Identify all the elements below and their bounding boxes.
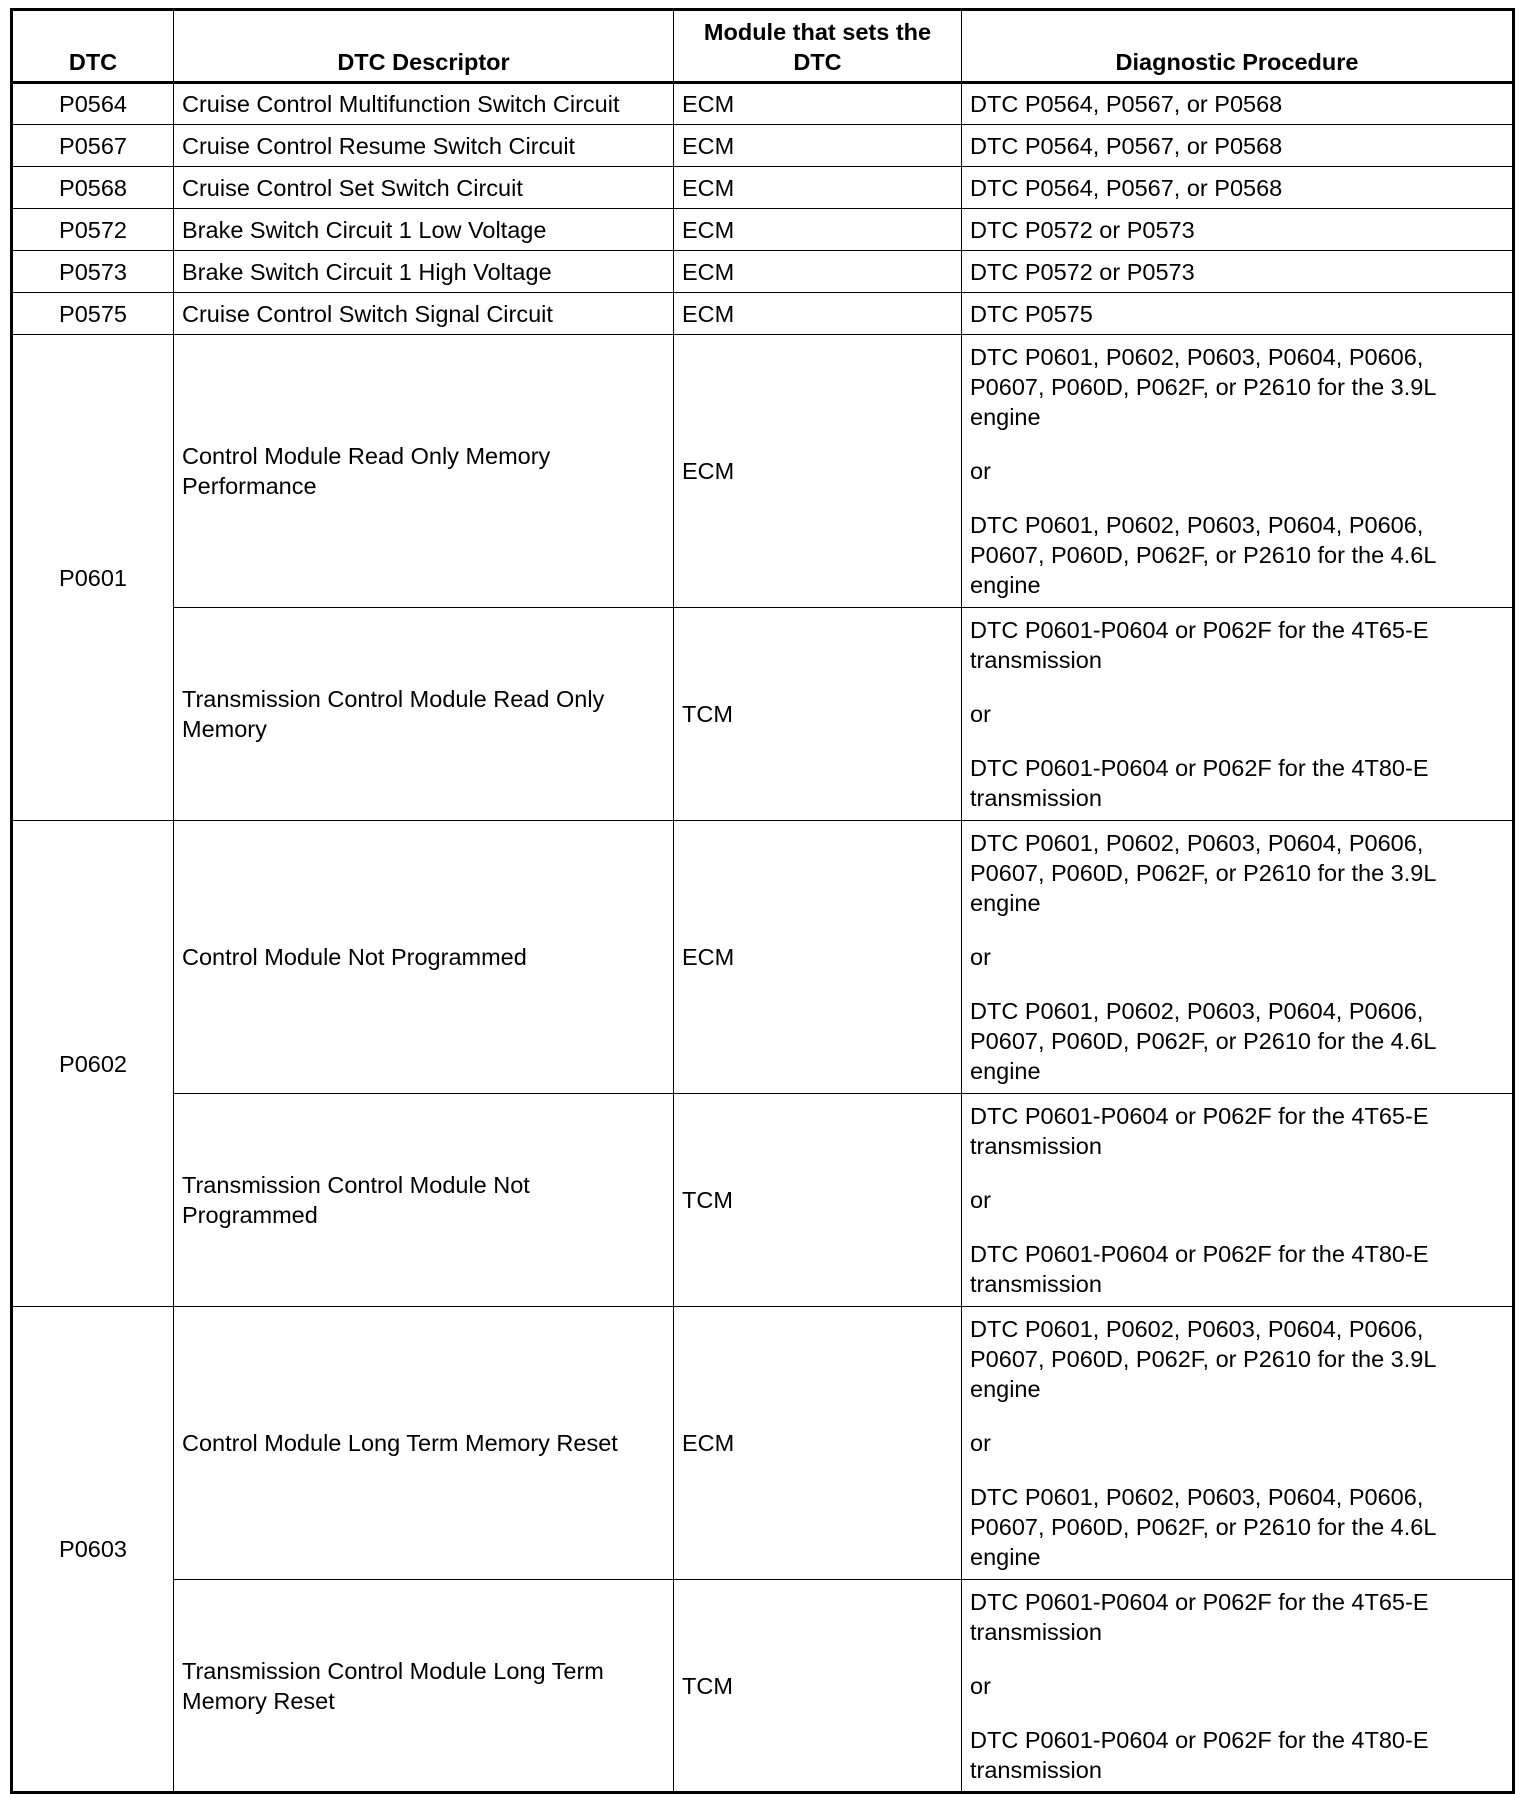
module-cell: TCM xyxy=(674,1580,962,1793)
procedure-line: or xyxy=(970,1187,991,1213)
procedure-cell xyxy=(962,1094,1514,1307)
procedure-line: or xyxy=(970,1672,991,1699)
procedure-line: DTC P0601, P0602, P0603, P0604, P0606, P0607, P060D, P062F, or P2610 for the 3.9L engine xyxy=(970,1316,1436,1402)
module-cell: TCM xyxy=(674,608,962,821)
header-dtc: DTC xyxy=(12,10,174,83)
procedure-line: or xyxy=(970,701,991,727)
dtc-cell: P0601 xyxy=(12,335,174,821)
descriptor-cell: Brake Switch Circuit 1 Low Voltage xyxy=(174,209,674,251)
procedure-line: DTC P0601-P0604 or P062F for the 4T80-E transmission xyxy=(970,1726,1429,1783)
descriptor-cell: Transmission Control Module Not Programmed xyxy=(174,1094,674,1307)
module-cell: ECM xyxy=(674,125,962,167)
table-row-tcm xyxy=(12,1094,1514,1307)
module-cell: ECM xyxy=(674,83,962,125)
descriptor-cell: Control Module Read Only Memory Performance xyxy=(174,335,674,608)
module-cell: ECM xyxy=(674,1307,962,1580)
dtc-cell: P0568 xyxy=(12,167,174,209)
descriptor-cell: Control Module Long Term Memory Reset xyxy=(174,1307,674,1580)
procedure-line: DTC P0601, P0602, P0603, P0604, P0606, P0607, P060D, P062F, or P2610 for the 3.9L engine xyxy=(970,344,1436,430)
procedure-line: DTC P0601-P0604 or P062F for the 4T80-E transmission xyxy=(970,755,1429,811)
procedure-line: DTC P0601, P0602, P0603, P0604, P0606, P0607, P060D, P062F, or P2610 for the 4.6L engine xyxy=(970,998,1436,1084)
table-row-ecm xyxy=(12,821,1514,1094)
descriptor-cell: Cruise Control Set Switch Circuit xyxy=(174,167,674,209)
procedure-cell: DTC P0572 or P0573 xyxy=(962,209,1514,251)
dtc-table xyxy=(10,8,1515,1794)
module-cell: ECM xyxy=(674,335,962,608)
procedure-line: or xyxy=(970,458,991,484)
table-row xyxy=(12,125,1514,167)
table-row xyxy=(12,251,1514,293)
procedure-line: DTC P0601-P0604 or P062F for the 4T65-E transmission xyxy=(970,617,1429,673)
procedure-cell xyxy=(962,335,1514,608)
procedure-cell: DTC P0572 or P0573 xyxy=(962,251,1514,293)
dtc-cell: P0564 xyxy=(12,83,174,125)
procedure-cell: DTC P0564, P0567, or P0568 xyxy=(962,167,1514,209)
header-module: Module that sets the DTC xyxy=(674,10,962,83)
dtc-cell: P0602 xyxy=(12,821,174,1307)
procedure-line: DTC P0601, P0602, P0603, P0604, P0606, P0607, P060D, P062F, or P2610 for the 4.6L engine xyxy=(970,1484,1436,1570)
procedure-line: DTC P0601, P0602, P0603, P0604, P0606, P0607, P060D, P062F, or P2610 for the 3.9L engine xyxy=(970,830,1436,916)
table-row-tcm xyxy=(12,608,1514,821)
descriptor-cell: Brake Switch Circuit 1 High Voltage xyxy=(174,251,674,293)
dtc-cell: P0575 xyxy=(12,293,174,335)
module-cell: ECM xyxy=(674,251,962,293)
table-row xyxy=(12,293,1514,335)
procedure-cell: DTC P0564, P0567, or P0568 xyxy=(962,125,1514,167)
module-cell: ECM xyxy=(674,821,962,1094)
procedure-line: or xyxy=(970,1430,991,1456)
dtc-cell: P0572 xyxy=(12,209,174,251)
module-cell: ECM xyxy=(674,293,962,335)
header-row xyxy=(12,10,1514,83)
table-row xyxy=(12,167,1514,209)
procedure-cell xyxy=(962,608,1514,821)
dtc-cell: P0573 xyxy=(12,251,174,293)
procedure-cell xyxy=(962,1307,1514,1580)
table-row-ecm xyxy=(12,1307,1514,1580)
module-cell: ECM xyxy=(674,167,962,209)
descriptor-cell: Cruise Control Resume Switch Circuit xyxy=(174,125,674,167)
descriptor-cell: Control Module Not Programmed xyxy=(174,821,674,1094)
procedure-line: DTC P0601-P0604 or P062F for the 4T80-E transmission xyxy=(970,1241,1429,1297)
header-procedure: Diagnostic Procedure xyxy=(962,10,1514,83)
procedure-line: DTC P0601, P0602, P0603, P0604, P0606, P0607, P060D, P062F, or P2610 for the 4.6L engine xyxy=(970,512,1436,598)
procedure-cell: DTC P0564, P0567, or P0568 xyxy=(962,83,1514,125)
dtc-cell: P0567 xyxy=(12,125,174,167)
header-descriptor: DTC Descriptor xyxy=(174,10,674,83)
procedure-line: or xyxy=(970,944,991,970)
procedure-line: DTC P0601-P0604 or P062F for the 4T65-E transmission xyxy=(970,1588,1429,1645)
procedure-line: DTC P0601-P0604 or P062F for the 4T65-E transmission xyxy=(970,1103,1429,1159)
descriptor-cell: Cruise Control Switch Signal Circuit xyxy=(174,293,674,335)
descriptor-cell: Cruise Control Multifunction Switch Circuit xyxy=(174,83,674,125)
procedure-cell xyxy=(962,821,1514,1094)
table-row xyxy=(12,209,1514,251)
dtc-cell: P0603 xyxy=(12,1307,174,1793)
module-cell: ECM xyxy=(674,209,962,251)
procedure-cell: DTC P0575 xyxy=(962,293,1514,335)
module-cell: TCM xyxy=(674,1094,962,1307)
descriptor-cell: Transmission Control Module Read Only Memory xyxy=(174,608,674,821)
procedure-cell xyxy=(962,1580,1514,1793)
table-row xyxy=(12,83,1514,125)
table-row-ecm xyxy=(12,335,1514,608)
table-row-tcm xyxy=(12,1580,1514,1793)
descriptor-cell: Transmission Control Module Long Term Memory Reset xyxy=(174,1580,674,1793)
